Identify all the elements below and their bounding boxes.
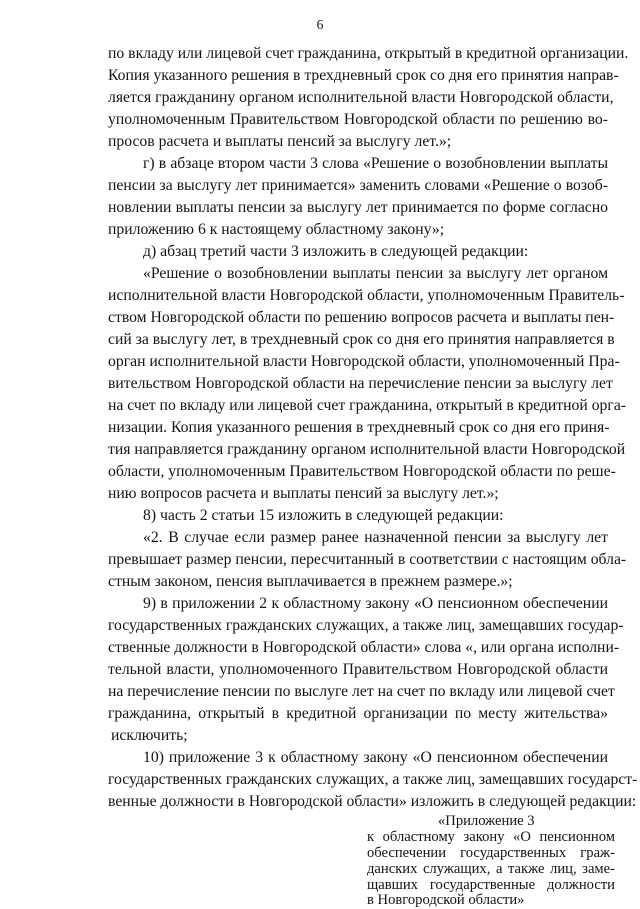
text-line: Копия указанного решения в трехдневный срок со дня его принятия направ-: [108, 67, 619, 84]
paragraph-first-line: 10) приложение 3 к областному закону «О пенсионном обеспечении: [143, 749, 608, 766]
text-line: исключить;: [111, 727, 188, 744]
text-line: ляется гражданину органом исполнительной власти Новгородской области,: [108, 89, 614, 106]
paragraph-first-line: «Решение о возобновлении выплаты пенсии за выслугу лет органом: [143, 265, 608, 282]
text-line: орган исполнительной власти Новгородской области, уполномоченный Пра-: [108, 353, 620, 370]
annex-line: данских служащих, а также лиц, заме-: [367, 861, 615, 877]
page-number: 6: [316, 17, 324, 32]
text-line: просов расчета и выплаты пенсий за выслугу лет.»;: [108, 133, 452, 150]
text-line: уполномоченным Правительством Новгородской области по решению во-: [108, 111, 608, 128]
text-line: тия направляется гражданину органом исполнительной власти Новгородской: [108, 441, 626, 458]
text-line: гражданина, открытый в кредитной организации по месту жительства»: [108, 705, 608, 722]
text-line: области, уполномоченным Правительством Новгородской области по реше-: [108, 463, 616, 480]
text-line: пенсии за выслугу лет принимается» заменить словами «Решение о возоб-: [108, 177, 608, 194]
text-line: государственных гражданских служащих, а также лиц, замещавших государст-: [108, 771, 638, 788]
annex-line: к областному закону «О пенсионном: [367, 829, 615, 845]
paragraph-first-line: г) в абзаце втором части 3 слова «Решение о возобновлении выплаты: [143, 155, 608, 172]
text-line: вительством Новгородской области на перечисление пенсии за выслугу лет: [108, 375, 613, 392]
paragraph-first-line: 8) часть 2 статьи 15 изложить в следующей редакции:: [143, 507, 504, 524]
annex-title: «Приложение 3: [438, 813, 535, 829]
text-line: на счет по вкладу или лицевой счет гражданина, открытый в кредитной орга-: [108, 397, 627, 414]
text-line: ственные должности в Новгородской области» слова «, или органа исполни-: [108, 639, 620, 656]
paragraph-first-line: 9) в приложении 2 к областному закону «О пенсионном обеспечении: [143, 595, 608, 612]
text-line: превышает размер пенсии, пересчитанный в соответствии с настоящим обла-: [108, 551, 627, 568]
text-line: тельной власти, уполномоченного Правительством Новгородской области: [108, 661, 608, 678]
text-line: венные должности в Новгородской области» изложить в следующей редакции:: [108, 793, 637, 810]
text-line: стным законом, пенсия выплачивается в прежнем размере.»;: [108, 573, 513, 590]
text-line: нию вопросов расчета и выплаты пенсий за выслугу лет.»;: [108, 485, 499, 502]
text-line: ством Новгородской области по решению вопросов расчета и выплаты пен-: [108, 309, 615, 326]
annex-line: щавших государственные должности: [367, 877, 615, 893]
text-line: государственных гражданских служащих, а также лиц, замещавших государ-: [108, 617, 624, 634]
annex-line: обеспечении государственных граж-: [367, 845, 615, 861]
text-line: по вкладу или лицевой счет гражданина, открытый в кредитной организации.: [108, 45, 629, 62]
text-line: низации. Копия указанного решения в трехдневный срок со дня его приня-: [108, 419, 610, 436]
text-line: приложению 6 к настоящему областному закону»;: [108, 221, 445, 238]
text-line: новлении выплаты пенсии за выслугу лет принимается по форме согласно: [108, 199, 608, 216]
text-line: исполнительной власти Новгородской области, уполномоченным Правитель-: [108, 287, 625, 304]
text-line: сий за выслугу лет, в трехдневный срок со дня его принятия направляется в: [108, 331, 615, 348]
paragraph-first-line: «2. В случае если размер ранее назначенной пенсии за выслугу лет: [143, 529, 608, 546]
paragraph-first-line: д) абзац третий части 3 изложить в следующей редакции:: [143, 243, 529, 260]
annex-line: в Новгородской области»: [367, 892, 525, 908]
text-line: на перечисление пенсии по выслуге лет на счет по вкладу или лицевой счет: [108, 683, 615, 700]
